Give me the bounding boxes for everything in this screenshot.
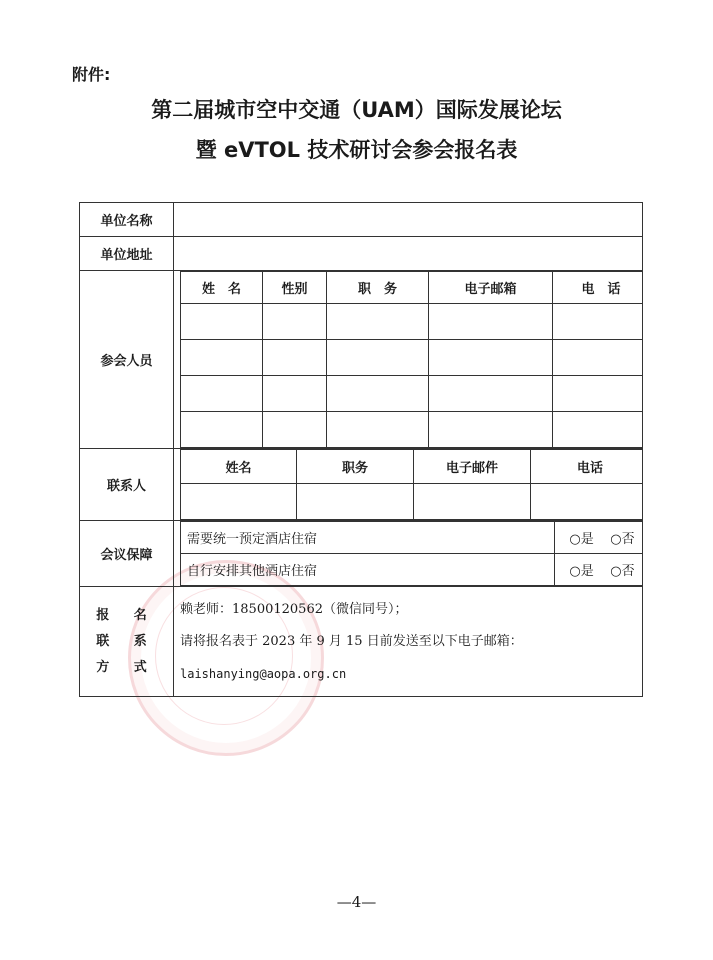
attendee-header-name: 姓 名 [181, 272, 263, 304]
attendee-name-cell[interactable] [181, 340, 263, 376]
attendees-header-row [181, 272, 643, 304]
attendee-header-email: 电子邮箱 [429, 272, 553, 304]
attendee-header-phone: 电 话 [553, 272, 643, 304]
contact-header-phone: 电话 [531, 450, 643, 484]
meeting-option-text: 自行安排其他酒店住宿 [181, 554, 555, 586]
contact-grid [180, 449, 643, 520]
contact-name-cell[interactable] [181, 484, 297, 520]
registration-line-teacher: 赖老师：18500120562（微信同号）； [180, 601, 408, 617]
contact-header-row [181, 450, 643, 484]
attendee-position-cell[interactable] [327, 376, 429, 412]
attendee-name-cell[interactable] [181, 376, 263, 412]
attendee-phone-cell[interactable] [553, 376, 643, 412]
contact-row [80, 449, 643, 521]
attendee-header-position: 职 务 [327, 272, 429, 304]
contact-header-email: 电子邮件 [414, 450, 531, 484]
attendee-position-cell[interactable] [327, 412, 429, 448]
radio-no[interactable]: ○否 [610, 564, 635, 579]
registration-contact-row [80, 587, 643, 697]
attendee-email-cell[interactable] [429, 340, 553, 376]
meeting-support-grid-cell [174, 521, 643, 587]
attendee-name-cell[interactable] [181, 304, 263, 340]
meeting-support-label: 会议保障 [80, 521, 174, 587]
attendee-phone-cell[interactable] [553, 304, 643, 340]
meeting-support-row [80, 521, 643, 587]
radio-yes[interactable]: ○是 [569, 532, 594, 547]
contact-email-cell[interactable] [414, 484, 531, 520]
registration-line-email[interactable]: laishanying@aopa.org.cn [180, 666, 347, 681]
attendee-row [181, 304, 643, 340]
attendee-gender-cell[interactable] [263, 412, 327, 448]
attendees-row [80, 271, 643, 449]
contact-position-cell[interactable] [297, 484, 414, 520]
attendee-phone-cell[interactable] [553, 340, 643, 376]
attendee-email-cell[interactable] [429, 304, 553, 340]
attendee-gender-cell[interactable] [263, 304, 327, 340]
attendee-email-cell[interactable] [429, 412, 553, 448]
contact-header-position: 职务 [297, 450, 414, 484]
meeting-support-grid [180, 521, 643, 586]
document-title-line1: 第二届城市空中交通（UAM）国际发展论坛 [151, 98, 562, 122]
org-address-row [80, 237, 643, 271]
attendee-position-cell[interactable] [327, 340, 429, 376]
contact-grid-cell [174, 449, 643, 521]
registration-line-instruction: 请将报名表于 2023 年 9 月 15 日前发送至以下电子邮箱： [180, 633, 523, 649]
attendees-grid [180, 271, 643, 448]
meeting-option-text: 需要统一预定酒店住宿 [181, 522, 555, 554]
meeting-option-row [181, 522, 643, 554]
attendees-grid-cell [174, 271, 643, 449]
attendee-position-cell[interactable] [327, 304, 429, 340]
document-title-line2: 暨 eVTOL 技术研讨会参会报名表 [195, 138, 518, 162]
contact-header-name: 姓名 [181, 450, 297, 484]
attachment-label: 附件: [72, 65, 111, 84]
attendee-header-gender: 性别 [263, 272, 327, 304]
attendee-row [181, 376, 643, 412]
registration-form-table [79, 202, 643, 697]
radio-yes[interactable]: ○是 [569, 564, 594, 579]
meeting-option-row [181, 554, 643, 586]
attendee-phone-cell[interactable] [553, 412, 643, 448]
contact-entry-row [181, 484, 643, 520]
attendee-row [181, 412, 643, 448]
registration-contact-label: 报 名 联 系 方 式 [80, 587, 174, 697]
attendee-name-cell[interactable] [181, 412, 263, 448]
attendees-label: 参会人员 [80, 271, 174, 449]
org-name-label: 单位名称 [80, 203, 174, 237]
meeting-option-radios [555, 522, 643, 554]
contact-label: 联系人 [80, 449, 174, 521]
meeting-option-radios [555, 554, 643, 586]
page-number: —4— [336, 893, 377, 911]
radio-no[interactable]: ○否 [610, 532, 635, 547]
registration-contact-info [174, 587, 643, 697]
org-address-label: 单位地址 [80, 237, 174, 271]
attendee-gender-cell[interactable] [263, 340, 327, 376]
attendee-row [181, 340, 643, 376]
contact-phone-cell[interactable] [531, 484, 643, 520]
org-name-field[interactable] [174, 203, 643, 237]
attendee-gender-cell[interactable] [263, 376, 327, 412]
org-name-row [80, 203, 643, 237]
org-address-field[interactable] [174, 237, 643, 271]
attendee-email-cell[interactable] [429, 376, 553, 412]
